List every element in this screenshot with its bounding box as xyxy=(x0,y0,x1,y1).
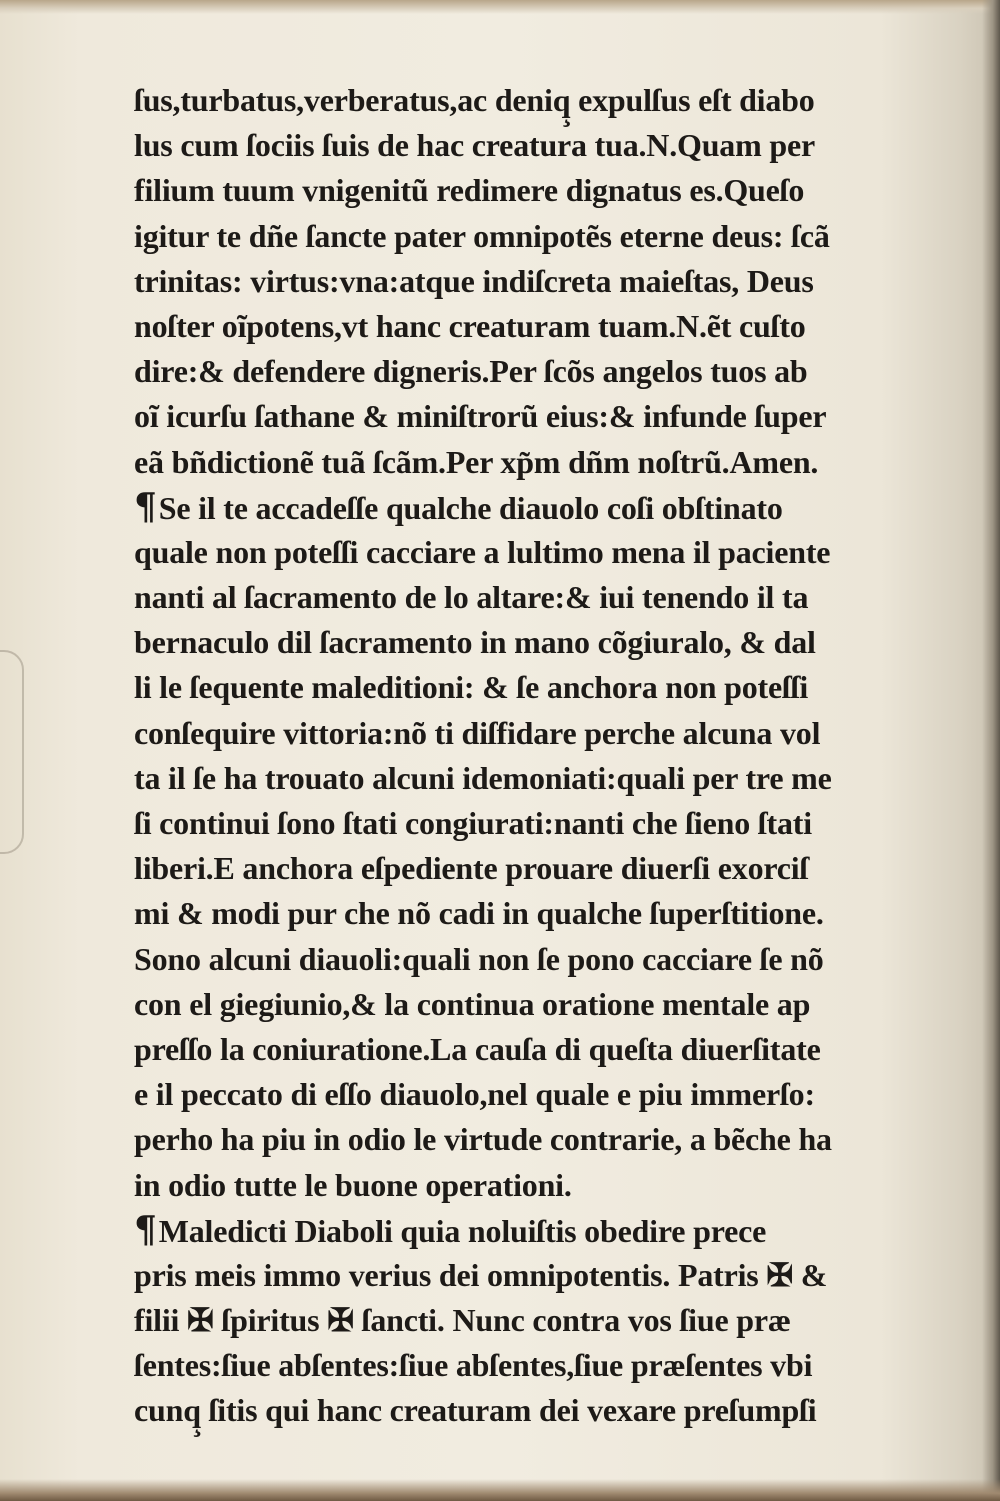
page-gutter-edge xyxy=(982,0,1000,1501)
text-line: noſter oĩpotens,vt hanc creaturam tuam.N.ẽt cuſto xyxy=(134,307,806,344)
text-line: Sono alcuni diauoli:quali non ſe pono cacciare ſe nõ xyxy=(134,940,824,977)
text-line: ſentes:ſiue abſentes:ſiue abſentes,ſiue præſentes vbi xyxy=(134,1347,813,1384)
text-line: lus cum ſociis ſuis de hac creatura tua.N.Quam per xyxy=(134,127,815,164)
text-line: nanti al ſacramento de lo altare:& iui tenendo il ta xyxy=(134,579,809,616)
text-line: ſi continui ſono ſtati congiurati:nanti che ſieno ſtati xyxy=(134,805,812,841)
text-line: in odio tutte le buone operationi. xyxy=(134,1166,572,1203)
text-line: ſus,turbatus,verberatus,ac deniq̧ expulſus eſt diabo xyxy=(134,82,815,118)
pilcrow-mark: ¶ xyxy=(134,1208,157,1251)
page-top-edge xyxy=(0,0,1000,14)
text-line: li le ſequente maleditioni: & ſe anchora non poteſſi xyxy=(134,669,809,706)
text-line: filii ✠ ſpiritus ✠ ſancti. Nunc contra vos ſiue præ xyxy=(134,1302,791,1339)
text-line: preſſo la coniuratione.La cauſa di queſta diuerſitate xyxy=(134,1030,821,1067)
text-line: perho ha piu in odio le virtude contrarie, a bẽche ha xyxy=(134,1121,832,1158)
page-bottom-edge xyxy=(0,1479,1000,1501)
text-line: Se il te accadeſſe qualche diauolo coſi obſtinato xyxy=(158,489,783,526)
text-line: liberi.E anchora eſpediente prouare diuerſi exorciſ xyxy=(134,850,809,887)
text-line: oĩ icurſu ſathane & miniſtrorũ eius:& infunde ſuper xyxy=(134,398,827,435)
text-line: pris meis immo verius dei omnipotentis. Patris ✠ & xyxy=(134,1256,828,1293)
pilcrow-mark: ¶ xyxy=(134,485,157,528)
text-line: con el giegiunio,& la continua oratione mentale ap xyxy=(134,985,811,1022)
text-line: quale non poteſſi cacciare a lultimo mena il paciente xyxy=(134,533,831,570)
text-line: ta il ſe ha trouato alcuni idemoniati:quali per tre me xyxy=(134,759,832,796)
text-line: filium tuum vnigenitũ redimere dignatus es.Queſo xyxy=(134,172,805,209)
text-line: mi & modi pur che nõ cadi in qualche ſuperſtitione. xyxy=(134,895,824,932)
text-line: dire:& defendere digneris.Per ſcõs angelos tuos ab xyxy=(134,353,808,390)
text-line: eã bñdictionẽ tuã ſcãm.Per xp̃m dñm noſtrũ.Amen. xyxy=(134,443,819,480)
clasp-impression xyxy=(0,650,24,854)
text-line: trinitas: virtus:vna:atque indiſcreta maieſtas, Deus xyxy=(134,262,814,299)
text-line: bernaculo dil ſacramento in mano cõgiuralo, & dal xyxy=(134,624,816,661)
text-line: cunq̧ ſitis qui hanc creaturam dei vexare preſumpſi xyxy=(134,1392,817,1429)
text-line: Maledicti Diaboli quia noluiſtis obedire prece xyxy=(158,1212,767,1249)
paragraph-line xyxy=(134,1208,970,1253)
text-line: e il peccato di eſſo diauolo,nel quale e piu immerſo: xyxy=(134,1076,815,1113)
text-line: conſequire vittoria:nõ ti diſfidare perche alcuna vol xyxy=(134,714,821,751)
body-text xyxy=(134,78,970,1434)
paragraph-line xyxy=(134,485,970,530)
text-line: igitur te dñe ſancte pater omnipotẽs eterne deus: ſcã xyxy=(134,217,830,254)
